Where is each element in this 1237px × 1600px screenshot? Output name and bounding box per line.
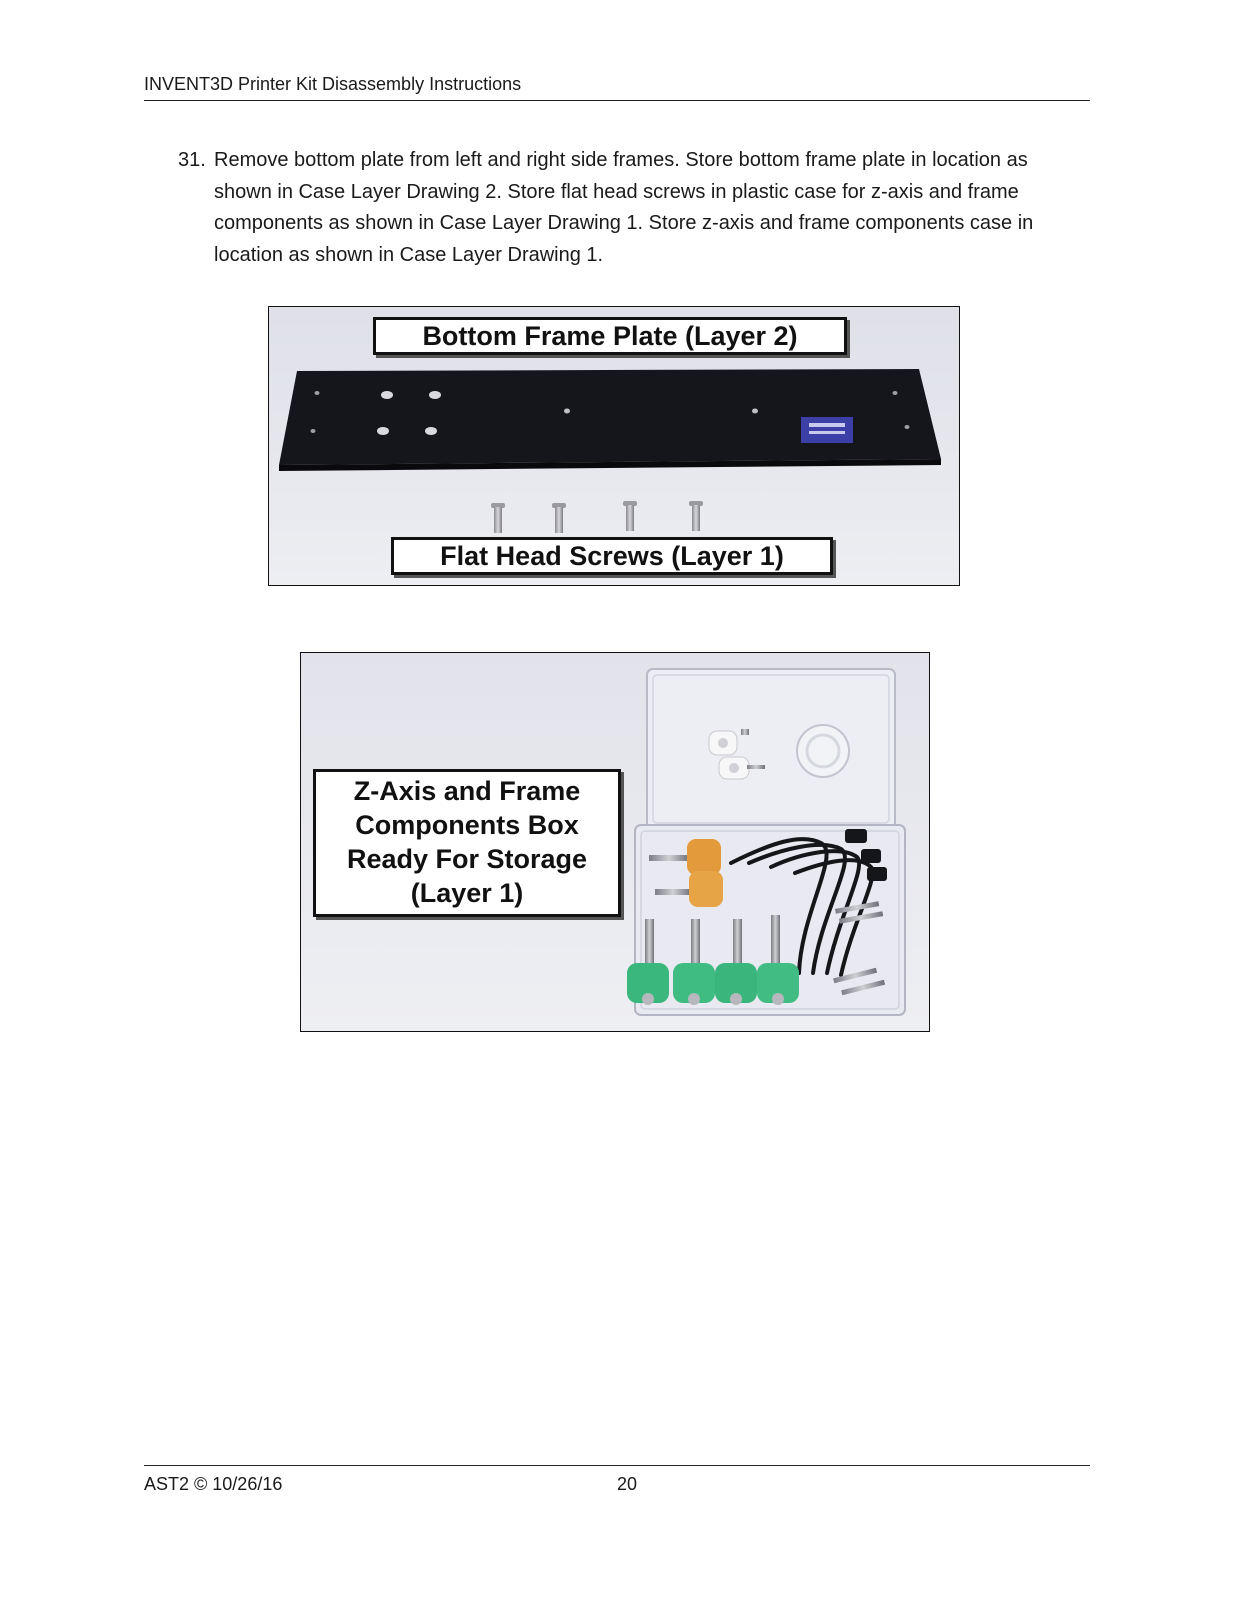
page-header: [144, 74, 1090, 101]
components-box-label: [313, 769, 621, 917]
components-box-label-line3: Ready For Storage: [346, 844, 588, 874]
page-number: 20: [617, 1474, 638, 1494]
instruction-step: [178, 145, 1078, 271]
bottom-frame-plate-label: Bottom Frame Plate (Layer 2): [373, 317, 847, 355]
clear-parts-jar: [797, 725, 849, 777]
components-box-label-line4: (Layer 1): [410, 878, 524, 908]
components-box-label-line1: Z-Axis and Frame: [353, 776, 581, 806]
page-footer: [144, 1465, 1090, 1494]
header-title: INVENT3D Printer Kit Disassembly Instructions: [144, 74, 522, 94]
flat-head-screws-label: Flat Head Screws (Layer 1): [391, 537, 833, 575]
components-box-photo: [300, 652, 930, 1032]
footer-copyright: AST2 © 10/26/16: [144, 1474, 283, 1494]
plate-sticker: [801, 417, 853, 443]
step-number: 31.: [178, 149, 206, 171]
components-box-label-line2: Components Box: [355, 810, 579, 840]
bottom-frame-plate-photo: [268, 306, 960, 586]
case-lid: [647, 669, 895, 829]
step-text: Remove bottom plate from left and right side frames. Store bottom frame plate in location as shown in Case Layer Drawing 2. Store flat head screws in plastic case for z-axis and frame components as shown in Case Layer Drawing 1. Store z-axis and frame components case in location as shown in Case Layer Drawing 1.: [214, 149, 1034, 266]
